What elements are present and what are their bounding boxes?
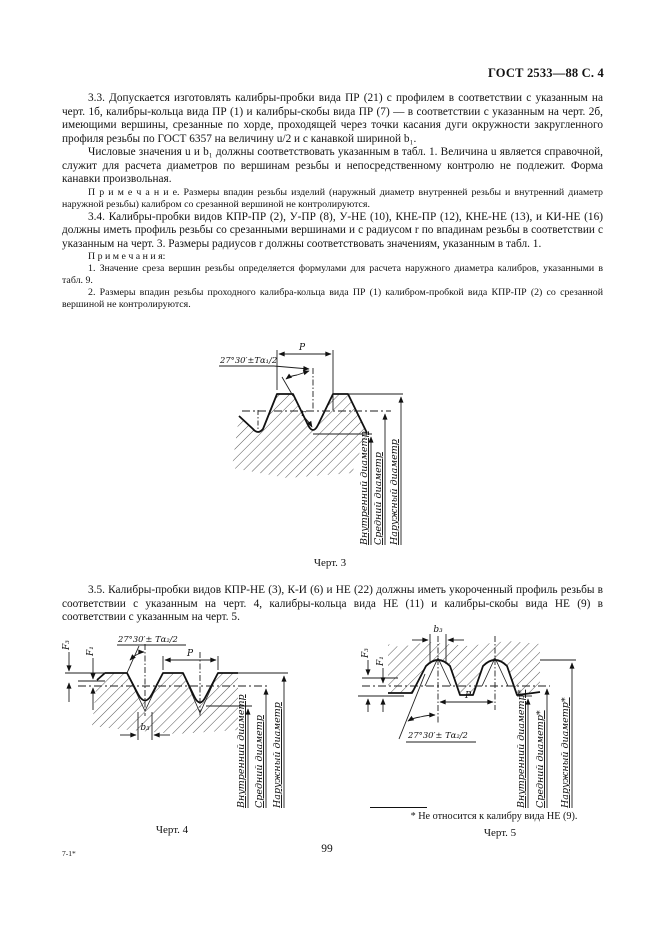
fig4-pitch-label: P	[186, 649, 194, 659]
paragraph-3-4: 3.4. Калибры-пробки видов КПР-ПР (2), У-ПР (8), У-НЕ (10), КНЕ-ПР (12), КНЕ-НЕ (13), и КИ-НЕ (16) должны иметь профиль резьбы со срезанными вершинами и с радиусом r по впадинам резьбы в соответствии с указанным на черт. 3. Размеры радиусов r должны соответствовать значениям, указанным в табл. 1.	[62, 210, 603, 250]
fig5-hatch-area	[388, 641, 540, 695]
fig4-angle-callout	[117, 645, 186, 673]
fig3-pitch-label: P	[298, 343, 306, 353]
figure-5-caption: Черт. 5	[483, 827, 517, 839]
note-2: 2. Размеры впадин резьбы проходного калибра-кольца вида ПР (1) калибром-пробкой вида КПР-ПР (2) со срезанной вершиной не контролируются.	[62, 287, 603, 310]
figure-4-caption: Черт. 4	[155, 824, 189, 836]
fig5-pitch-label: P	[464, 691, 472, 701]
fig3-angle-callout	[219, 366, 309, 396]
figure-5-ring-gauge-profile-drawing	[358, 616, 623, 812]
paragraph-3-3: 3.3. Допускается изготовлять калибры-пробки вида ПР (21) с профилем в соответствии с указанным на черт. 1б, калибры-кольца вида ПР (1) и калибры-скобы вида ПР (7) — в соответствии с указанным на черт. 2б, имеющими вершины, срезанные по хорде, проходящей через точки касания дуги окружности закругленного профиля резьбы по ГОСТ 6357 на величину u/2 и с канавкой шириной b₁.	[62, 92, 603, 145]
figure-4-shortened-profile-drawing	[58, 630, 308, 820]
paragraph-3-5: 3.5. Калибры-пробки видов КПР-НЕ (3), К-И (6) и НЕ (22) должны иметь укороченный профиль резьбы в соответствии с указанным на черт. 4, калибры-кольца вида НЕ (11) и калибры-скобы вида НЕ (9) в соответствии с указанным на черт. 5.	[62, 584, 603, 624]
fig3-middle-diameter-label: Средний диаметр	[373, 452, 384, 545]
fig3-radius-label: r	[301, 409, 306, 419]
page-number: 99	[321, 843, 333, 855]
notes-header: П р и м е ч а н и я:	[88, 251, 166, 262]
print-signature: 7-1*	[62, 849, 76, 858]
fig4-outer-diameter-label: Наружный диаметр	[272, 702, 283, 808]
fig3-outer-diameter-label: Наружный диаметр	[389, 439, 400, 545]
fig5-outer-diameter-label: Наружный диаметр*	[560, 697, 571, 808]
fig5-f3-label: F₃	[361, 648, 371, 658]
note-1: 1. Значение среза вершин резьбы определяется формулами для расчета наружного диаметра калибров, указанными в табл. 9.	[62, 263, 603, 286]
fig4-hatch-area	[92, 673, 238, 734]
fig4-inner-diameter-label: Внутренний диаметр	[236, 694, 247, 808]
fig4-b3-label: b₃	[140, 723, 150, 733]
footnote-rule	[370, 807, 427, 808]
doc-reference: ГОСТ 2533—88 С. 4	[487, 66, 604, 80]
fig4-f3-label: F₃	[62, 640, 72, 650]
figure-5-footnote: * Не относится к калибру вида НЕ (9).	[410, 811, 578, 822]
fig3-angle-label: 27°30′±Tα₁/2	[220, 355, 278, 365]
fig4-middle-diameter-label: Средний диаметр	[254, 715, 265, 808]
fig4-f1-label: F₁	[86, 646, 96, 656]
paragraph-values: Числовые значения u и b₁ должны соответствовать указанным в табл. 1. Величина u является справочной, служит для расчета диаметров по вершинам резьбы и непосредственному контролю не подлежит. Форма канавки произвольная.	[62, 146, 603, 185]
fig5-f1-label: F₁	[376, 656, 386, 666]
figure-3-thread-profile-drawing	[205, 340, 417, 562]
figure-3-caption: Черт. 3	[313, 557, 347, 569]
main-text-block	[62, 92, 603, 311]
fig4-angle-label: 27°30′± Tα₂/2	[118, 634, 178, 644]
fig5-inner-diameter-label: Внутренний диаметр*	[516, 689, 527, 808]
fig5-middle-diameter-label: Средний диаметр*	[535, 710, 546, 808]
note-single: П р и м е ч а н и е. Размеры впадин резьбы изделий (наружный диаметр внутренней резьбы и внутренний диаметр наружной резьбы) калибром со срезанной вершиной не контролируются.	[62, 186, 603, 210]
fig5-angle-label: 27°30′± Tα₂/2	[408, 730, 468, 740]
fig5-b3-label: b₃	[433, 625, 443, 635]
fig3-inner-diameter-label: Внутренний диаметр	[359, 431, 370, 545]
